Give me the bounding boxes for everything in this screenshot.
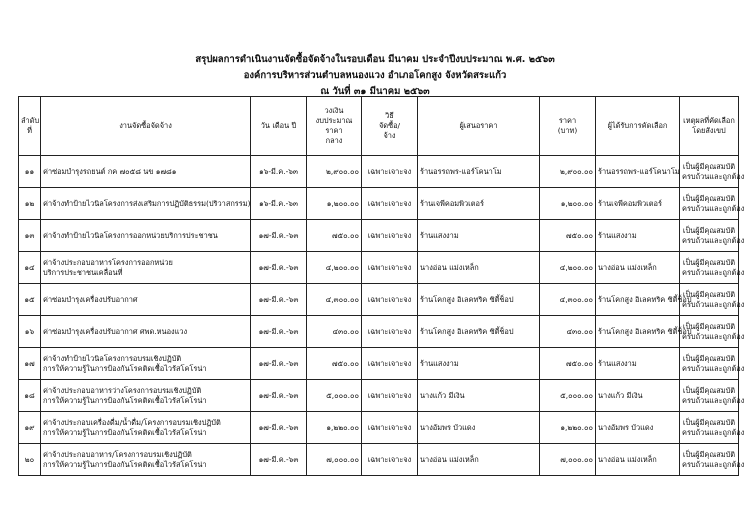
table-row — [19, 188, 739, 220]
row-reason — [680, 316, 745, 348]
row-number: ๑๒ — [19, 188, 41, 220]
table-row — [19, 156, 739, 188]
row-number: ๑๓ — [19, 220, 41, 252]
row-item — [41, 284, 251, 316]
row-winner: ร้านแสงงาม — [596, 220, 680, 252]
reason-line: เป็นผู้มีคุณสมบัติ — [682, 385, 736, 395]
row-budget: ๔๓๐.๐๐ — [307, 316, 362, 348]
row-winner: นางอ่อน แม่งเหล็ก — [596, 444, 680, 476]
row-number: ๑๑ — [19, 156, 41, 188]
row-method: เฉพาะเจาะจง — [362, 412, 418, 444]
row-budget: ๔,๓๐๐.๐๐ — [307, 284, 362, 316]
reason-line: เป็นผู้มีคุณสมบัติ — [682, 289, 736, 299]
row-reason — [680, 188, 745, 220]
col-reason: เหตุผลที่คัดเลือก โดยสังเขป — [680, 97, 739, 156]
row-bidder: ร้านอรรถพร-แอร์โคนาโม — [418, 156, 540, 188]
item-line: การให้ความรู้ในการป้องกันโรคติดเชื้อไวรัสโคโรน่า — [43, 395, 207, 405]
row-item — [41, 156, 251, 188]
row-bidder: นางอ่อน แม่งเหล็ก — [418, 252, 540, 284]
item-line: การให้ความรู้ในการป้องกันโรคติดเชื้อไวรัสโคโรน่า — [43, 363, 207, 373]
item-line: ค่าซ่อมบำรุงรถยนต์ กค ๗๐๕๘ นข ๑๗๘๑ — [43, 166, 177, 176]
row-number: ๑๕ — [19, 284, 41, 316]
row-method: เฉพาะเจาะจง — [362, 316, 418, 348]
row-price: ๔๓๐.๐๐ — [540, 316, 596, 348]
row-reason — [680, 220, 745, 252]
row-winner: นางอ่อน แม่งเหล็ก — [596, 252, 680, 284]
item-line: ค่าจ้างประกอบอาหารโครงการออกหน่วย — [43, 257, 173, 267]
table-row — [19, 284, 739, 316]
table-row — [19, 380, 739, 412]
col-winner: ผู้ได้รับการคัดเลือก — [596, 97, 680, 156]
row-method: เฉพาะเจาะจง — [362, 380, 418, 412]
reason-line: ครบถ้วนและถูกต้อง — [682, 459, 745, 469]
reason-line: ครบถ้วนและถูกต้อง — [682, 331, 745, 341]
row-winner: ร้านโคกสูง อิเลคทริค ซิตี้ช็อป — [596, 316, 680, 348]
reason-line: ครบถ้วนและถูกต้อง — [682, 235, 745, 245]
row-item — [41, 188, 251, 220]
row-bidder: ร้านโคกสูง อิเลคทริค ซิตี้ช็อป — [418, 284, 540, 316]
report-date: ณ วันที่ ๓๑ มีนาคม ๒๕๖๓ — [320, 86, 430, 97]
item-line: ค่าจ้างทำป้ายไวนิลโครงการอบรมเชิงปฏิบัติ — [43, 353, 182, 363]
procurement-table — [18, 96, 745, 476]
col-price: ราคา (บาท) — [540, 97, 596, 156]
row-reason — [680, 284, 745, 316]
reason-line: ครบถ้วนและถูกต้อง — [682, 203, 745, 213]
row-budget: ๗,๐๐๐.๐๐ — [307, 444, 362, 476]
row-number: ๑๘ — [19, 380, 41, 412]
row-number: ๑๔ — [19, 252, 41, 284]
row-bidder: นางอ่อน แม่งเหล็ก — [418, 444, 540, 476]
reason-line: ครบถ้วนและถูกต้อง — [682, 267, 745, 277]
row-price: ๔,๓๐๐.๐๐ — [540, 284, 596, 316]
row-item — [41, 252, 251, 284]
table-row — [19, 252, 739, 284]
row-bidder: ร้านเจพีคอมพิวเตอร์ — [418, 188, 540, 220]
row-reason — [680, 444, 745, 476]
row-bidder: นางอัมพร บัวแดง — [418, 412, 540, 444]
row-price: ๔,๒๐๐.๐๐ — [540, 252, 596, 284]
row-number: ๑๙ — [19, 412, 41, 444]
col-date: วัน เดือน ปี — [251, 97, 307, 156]
row-price: ๗๕๐.๐๐ — [540, 348, 596, 380]
row-price: ๑,๒๐๐.๐๐ — [540, 188, 596, 220]
row-item — [41, 380, 251, 412]
row-item — [41, 412, 251, 444]
row-bidder: ร้านแสงงาม — [418, 348, 540, 380]
row-method: เฉพาะเจาะจง — [362, 284, 418, 316]
reason-line: ครบถ้วนและถูกต้อง — [682, 395, 745, 405]
item-line: ค่าจ้างประกอบอาหารว่างโครงการอบรมเชิงปฏิบัติ — [43, 385, 202, 395]
organization-line: องค์การบริหารส่วนตำบลหนองแวง อำเภอโคกสูง จังหวัดสระแก้ว — [243, 70, 507, 81]
item-line: การให้ความรู้ในการป้องกันโรคติดเชื้อไวรัสโคโรน่า — [43, 459, 207, 469]
item-line: ค่าซ่อมบำรุงเครื่องปรับอากาศ ศพด.หนองแวง — [43, 326, 188, 336]
table-row — [19, 316, 739, 348]
row-reason — [680, 348, 745, 380]
row-budget: ๗๕๐.๐๐ — [307, 220, 362, 252]
col-item: งานจัดซื้อจัดจ้าง — [41, 97, 251, 156]
reason-line: ครบถ้วนและถูกต้อง — [682, 363, 745, 373]
row-winner: ร้านโคกสูง อิเลคทริค ซิตี้ช็อป — [596, 284, 680, 316]
row-date: ๑๗-มี.ค.-๖๓ — [251, 348, 307, 380]
item-line: ค่าจ้างประกอบเครื่องดื่ม/น้ำดื่ม/โครงการอบรมเชิงปฏิบัติ — [43, 417, 221, 427]
row-method: เฉพาะเจาะจง — [362, 348, 418, 380]
row-bidder: นางแก้ว มีเงิน — [418, 380, 540, 412]
row-budget: ๑,๒๒๐.๐๐ — [307, 412, 362, 444]
row-item — [41, 444, 251, 476]
row-price: ๑,๒๒๐.๐๐ — [540, 412, 596, 444]
row-date: ๑๗-มี.ค.-๖๓ — [251, 284, 307, 316]
row-item — [41, 316, 251, 348]
item-line: ค่าจ้างทำป้ายไวนิลโครงการส่งเสริมการปฏิบัติธรรม(ปริวาสกรรม) — [43, 198, 251, 208]
reason-line: เป็นผู้มีคุณสมบัติ — [682, 353, 736, 363]
col-seq: ลำดับ ที่ — [19, 97, 41, 156]
row-reason — [680, 156, 745, 188]
item-line: ค่าจ้างทำป้ายไวนิลโครงการออกหน่วยบริการประชาชน — [43, 230, 218, 240]
col-method: วิธี จัดซื้อ/ จ้าง — [362, 97, 418, 156]
row-winner: ร้านอรรถพร-แอร์โคนาโม — [596, 156, 680, 188]
row-winner: นางแก้ว มีเงิน — [596, 380, 680, 412]
row-method: เฉพาะเจาะจง — [362, 444, 418, 476]
col-bidders: ผู้เสนอราคา — [418, 97, 540, 156]
row-winner: ร้านเจพีคอมพิวเตอร์ — [596, 188, 680, 220]
row-price: ๗,๐๐๐.๐๐ — [540, 444, 596, 476]
table-row — [19, 220, 739, 252]
reason-line: เป็นผู้มีคุณสมบัติ — [682, 417, 736, 427]
reason-line: เป็นผู้มีคุณสมบัติ — [682, 193, 736, 203]
row-price: ๗๕๐.๐๐ — [540, 220, 596, 252]
item-line: การให้ความรู้ในการป้องกันโรคติดเชื้อไวรัสโคโรน่า — [43, 427, 207, 437]
row-reason — [680, 412, 745, 444]
row-item — [41, 348, 251, 380]
row-date: ๑๗-มี.ค.-๖๓ — [251, 220, 307, 252]
reason-line: ครบถ้วนและถูกต้อง — [682, 427, 745, 437]
reason-line: เป็นผู้มีคุณสมบัติ — [682, 321, 736, 331]
row-method: เฉพาะเจาะจง — [362, 156, 418, 188]
row-bidder: ร้านโคกสูง อิเลคทริค ซิตี้ช็อป — [418, 316, 540, 348]
row-date: ๑๗-มี.ค.-๖๓ — [251, 316, 307, 348]
row-price: ๕,๐๐๐.๐๐ — [540, 380, 596, 412]
row-date: ๑๗-มี.ค.-๖๓ — [251, 412, 307, 444]
row-item — [41, 220, 251, 252]
col-budget: วงเงิน งบประมาณ ราคา กลาง — [307, 97, 362, 156]
row-budget: ๗๕๐.๐๐ — [307, 348, 362, 380]
row-date: ๑๖-มี.ค.-๖๓ — [251, 156, 307, 188]
row-number: ๒๐ — [19, 444, 41, 476]
table-row — [19, 348, 739, 380]
row-date: ๑๗-มี.ค.-๖๓ — [251, 380, 307, 412]
table-row — [19, 444, 739, 476]
row-winner: นางอัมพร บัวแดง — [596, 412, 680, 444]
row-number: ๑๗ — [19, 348, 41, 380]
row-method: เฉพาะเจาะจง — [362, 252, 418, 284]
report-title: สรุปผลการดำเนินงานจัดซื้อจัดจ้างในรอบเดือน มีนาคม ประจำปีงบประมาณ พ.ศ. ๒๕๖๓ — [195, 54, 555, 65]
row-winner: ร้านแสงงาม — [596, 348, 680, 380]
table-row — [19, 412, 739, 444]
row-budget: ๔,๒๐๐.๐๐ — [307, 252, 362, 284]
item-line: ค่าจ้างประกอบอาหาร/โครงการอบรมเชิงปฏิบัติ — [43, 449, 192, 459]
reason-line: เป็นผู้มีคุณสมบัติ — [682, 225, 736, 235]
row-reason — [680, 252, 745, 284]
item-line: บริการประชาชนเคลื่อนที่ — [43, 267, 123, 277]
row-price: ๒,๙๐๐.๐๐ — [540, 156, 596, 188]
row-budget: ๕,๐๐๐.๐๐ — [307, 380, 362, 412]
reason-line: ครบถ้วนและถูกต้อง — [682, 171, 745, 181]
row-date: ๑๖-มี.ค.-๖๓ — [251, 188, 307, 220]
reason-line: เป็นผู้มีคุณสมบัติ — [682, 161, 736, 171]
reason-line: เป็นผู้มีคุณสมบัติ — [682, 257, 736, 267]
row-budget: ๑,๒๐๐.๐๐ — [307, 188, 362, 220]
row-budget: ๒,๙๐๐.๐๐ — [307, 156, 362, 188]
row-date: ๑๗-มี.ค.-๖๓ — [251, 444, 307, 476]
table-header-row — [19, 97, 739, 156]
item-line: ค่าซ่อมบำรุงเครื่องปรับอากาศ — [43, 294, 138, 304]
reason-line: เป็นผู้มีคุณสมบัติ — [682, 449, 736, 459]
reason-line: ครบถ้วนและถูกต้อง — [682, 299, 745, 309]
row-date: ๑๗-มี.ค.-๖๓ — [251, 252, 307, 284]
row-reason — [680, 380, 745, 412]
row-method: เฉพาะเจาะจง — [362, 188, 418, 220]
row-method: เฉพาะเจาะจง — [362, 220, 418, 252]
row-number: ๑๖ — [19, 316, 41, 348]
row-bidder: ร้านแสงงาม — [418, 220, 540, 252]
